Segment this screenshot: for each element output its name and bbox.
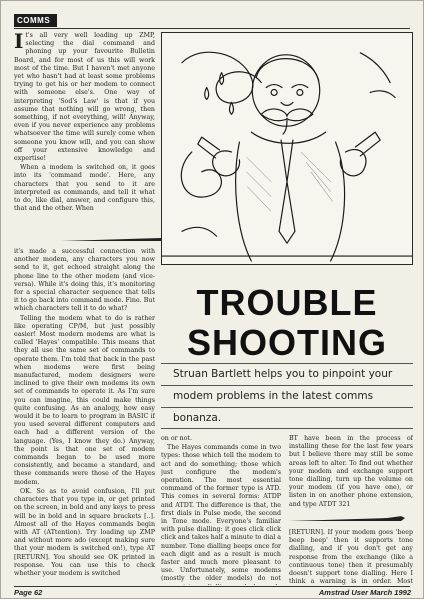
article-paragraph: OK. So as to avoid confusion, I'll put characters that you type in, or get printed on the screen, in bold and any keys to press will be in bold and in square brackets [..]. Almost all of the Hayes commands begin with AT (ATtention). Try loading up ZMP and without more ado (except making sure that your modem is switched on!), type AT [RETURN]. You should see OK printed in response. You can use this to check whether your modem is switched: [14, 487, 155, 577]
article-paragraph: [RETURN]. If your modem goes 'beep beep beep' then it supports tone dialling, and if you don't get any response from the exchange (like a continuous tone) then it presumably doesn't support tone dialling. Here I think a warning is in order. Most: [289, 529, 413, 585]
article-column-1-bottom: [14, 248, 155, 582]
article-paragraph: When a modem is switched on, it goes into its 'command mode'. Here, any characters that you send to it are interpreted as commands, and tell it what to do, like dial, answer, and configure this, that and the other. When: [14, 164, 155, 213]
standfirst-rule: [161, 428, 413, 429]
headline-line-2: SHOOTING: [186, 322, 387, 363]
article-column-3-top: [289, 435, 413, 513]
drop-cap: I: [14, 32, 24, 53]
page-number: Page 62: [14, 588, 43, 597]
article-paragraph: [14, 32, 155, 163]
cartoon-man-with-phone-icon: [162, 33, 412, 264]
pen-divider-icon: [289, 515, 407, 525]
article-paragraph: Telling the modem what to do is rather like operating CP/M, but just possibly easier! Most modern modems are what is called 'Hayes' compatible. This means that they all use the same set of commands to operate them. I'm told that back in the past when modems were first being manufactured, modem designers were inclined to give their own modems its own set of commands to operate it. As I'm sure you can imagine, this could make things quite confusing. As an analogy, how easy would it be to learn to program in BASIC if you used several different computers and each had a different version of the language. (Yes, I know they do.) Anyway, the point is that one set of modem commands began to be used more consistently, and became a standard, and these commands were those of the Hayes modem.: [14, 314, 155, 486]
article-column-1-top: [14, 32, 155, 228]
paragraph-text: t's all very well loading up ZMP, selecting the dial command and phoning up your favourite Bulletin Board, and for most of us this will work most of the time. But I haven't met anyone yet who hasn't had at least some problems trying to get his or her modem to connect with someone else's. One way of interpreting 'Sod's Law' is that if you assume that nothing will go wrong, then something, if not everything, will! Anyway, even if you never experience any problems whatsoever the time will surely come when someone you know will, and you can show off your extensive knowledge and expertise!: [14, 32, 155, 163]
standfirst-line-1: Struan Bartlett helps you to pinpoint your: [173, 368, 393, 380]
article-column-3-bottom: [289, 529, 413, 585]
magazine-footer: Amstrad User March 1992: [318, 588, 411, 597]
standfirst-line-2: modem problems in the latest comms: [173, 390, 374, 402]
article-paragraph: BT have been in the process of installing these for the last few years but I believe there may still be some areas left to alter. To find out whether your modem and exchange support tone dialling, turn up the volume on your modem (if you have one), or listen in on another phone extension, and type ATDT 321: [289, 435, 413, 508]
standfirst-line-3: bonanza.: [173, 412, 222, 424]
section-tag: COMMS: [14, 14, 57, 27]
article-column-2: [161, 435, 281, 585]
article-paragraph: on or not.: [161, 435, 193, 442]
article-paragraph: The Hayes commands come in two types: those which tell the modem to act and do something; those which just configure the modem's operation. The most essential command of the former type is ATD. This comes in several forms: ATDP and ATDT. The difference is that, the first dials in Pulse mode, the second in Tone mode. Everyone's familiar with pulse dialling: it goes click click click and takes half a minute to dial a number. Tone dialling beeps once for each digit and as a result is much faster and much more pleasant to use. Unfortunately, some modems (mostly the older models) do not: [161, 444, 281, 583]
cartoon-illustration: [161, 32, 413, 265]
headline-line-1: TROUBLE: [196, 282, 378, 323]
section-rule: [14, 28, 410, 29]
article-paragraph: it's made a successful connection with another modem, any characters you now send to it, get echoed straight along the phone line to the other modem (and vice-versa). While it's doing this, it's monitoring for a special character sequence that tells it to go back into command mode. Fine. But which characters tell it to do what?: [14, 248, 155, 313]
standfirst: [161, 363, 413, 429]
